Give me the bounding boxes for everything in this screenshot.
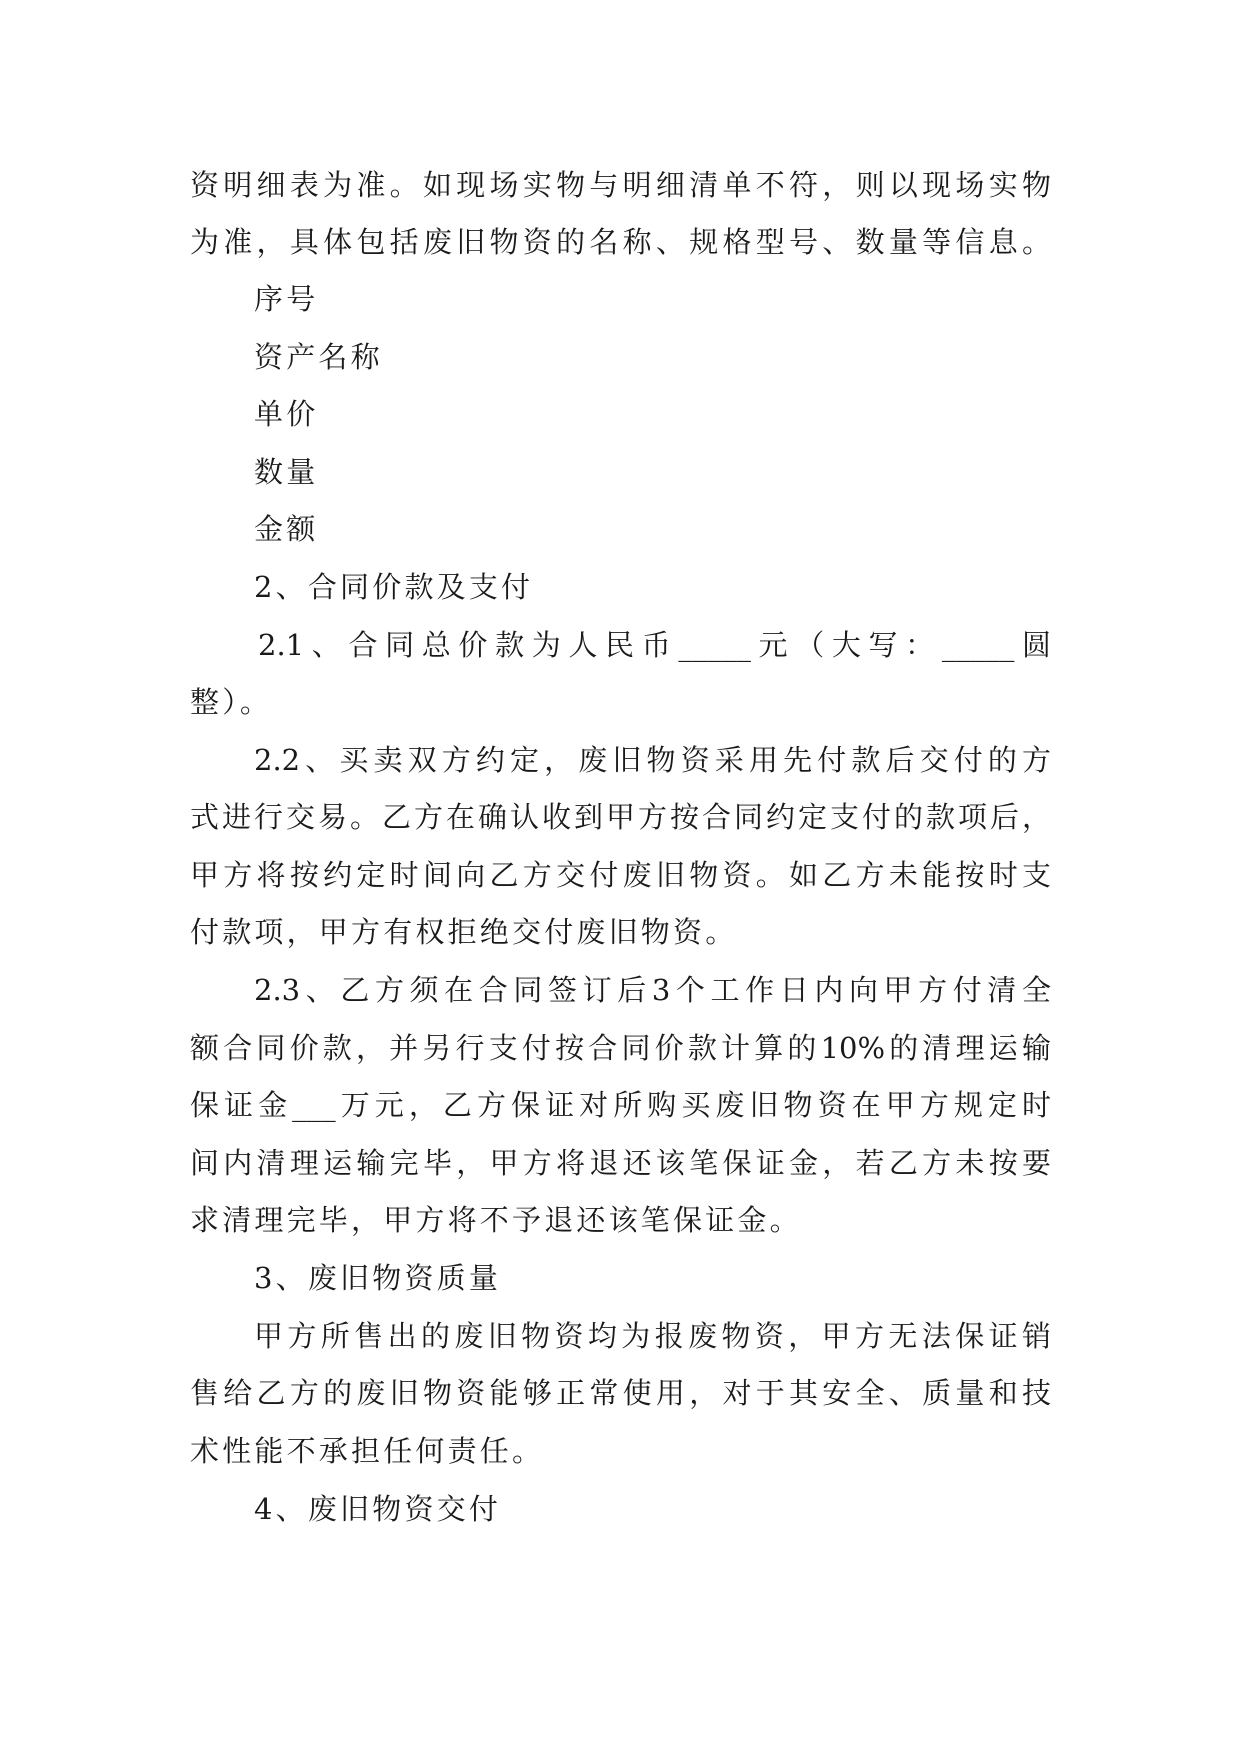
clause-2-2-line: 式进行交易。乙方在确认收到甲方按合同约定支付的款项后， (190, 800, 1051, 834)
clause-2-3-line: 求清理完毕，甲方将不予退还该笔保证金。 (190, 1203, 802, 1237)
clause-2-3-line: 2.3、乙方须在合同签订后3个工作日内向甲方付清全 (254, 973, 1051, 1007)
table-header-amount: 金额 (254, 512, 319, 546)
clause-2-2-line: 2.2、买卖双方约定，废旧物资采用先付款后交付的方 (254, 743, 1051, 777)
section-heading-2: 2、合同价款及支付 (254, 570, 534, 604)
table-header-quantity: 数量 (254, 455, 319, 489)
clause-2-3-line: 保证金___万元，乙方保证对所购买废旧物资在甲方规定时 (190, 1088, 1051, 1122)
clause-2-2-line: 甲方将按约定时间向乙方交付废旧物资。如乙方未能按时支 (190, 858, 1051, 892)
clause-2-2-line: 付款项，甲方有权拒绝交付废旧物资。 (190, 915, 738, 949)
clause-2-1-line: 2.1、合同总价款为人民币_____元（大写：_____圆 (258, 628, 1051, 662)
section-heading-4: 4、废旧物资交付 (254, 1492, 502, 1526)
section-3-line: 售给乙方的废旧物资能够正常使用，对于其安全、质量和技 (190, 1376, 1051, 1410)
section-3-line: 术性能不承担任何责任。 (190, 1434, 545, 1468)
section-heading-3: 3、废旧物资质量 (254, 1261, 502, 1295)
section-3-line: 甲方所售出的废旧物资均为报废物资，甲方无法保证销 (254, 1319, 1051, 1353)
table-header-serial: 序号 (254, 282, 319, 316)
clause-2-3-line: 额合同价款，并另行支付按合同价款计算的10%的清理运输 (190, 1031, 1051, 1065)
paragraph-line: 资明细表为准。如现场实物与明细清单不符，则以现场实物 (190, 168, 1051, 202)
clause-2-1-line: 整）。 (190, 685, 273, 719)
table-header-asset-name: 资产名称 (254, 340, 383, 374)
clause-2-3-line: 间内清理运输完毕，甲方将退还该笔保证金，若乙方未按要 (190, 1146, 1051, 1180)
table-header-unit-price: 单价 (254, 397, 319, 431)
paragraph-line: 为准，具体包括废旧物资的名称、规格型号、数量等信息。 (190, 225, 1051, 259)
